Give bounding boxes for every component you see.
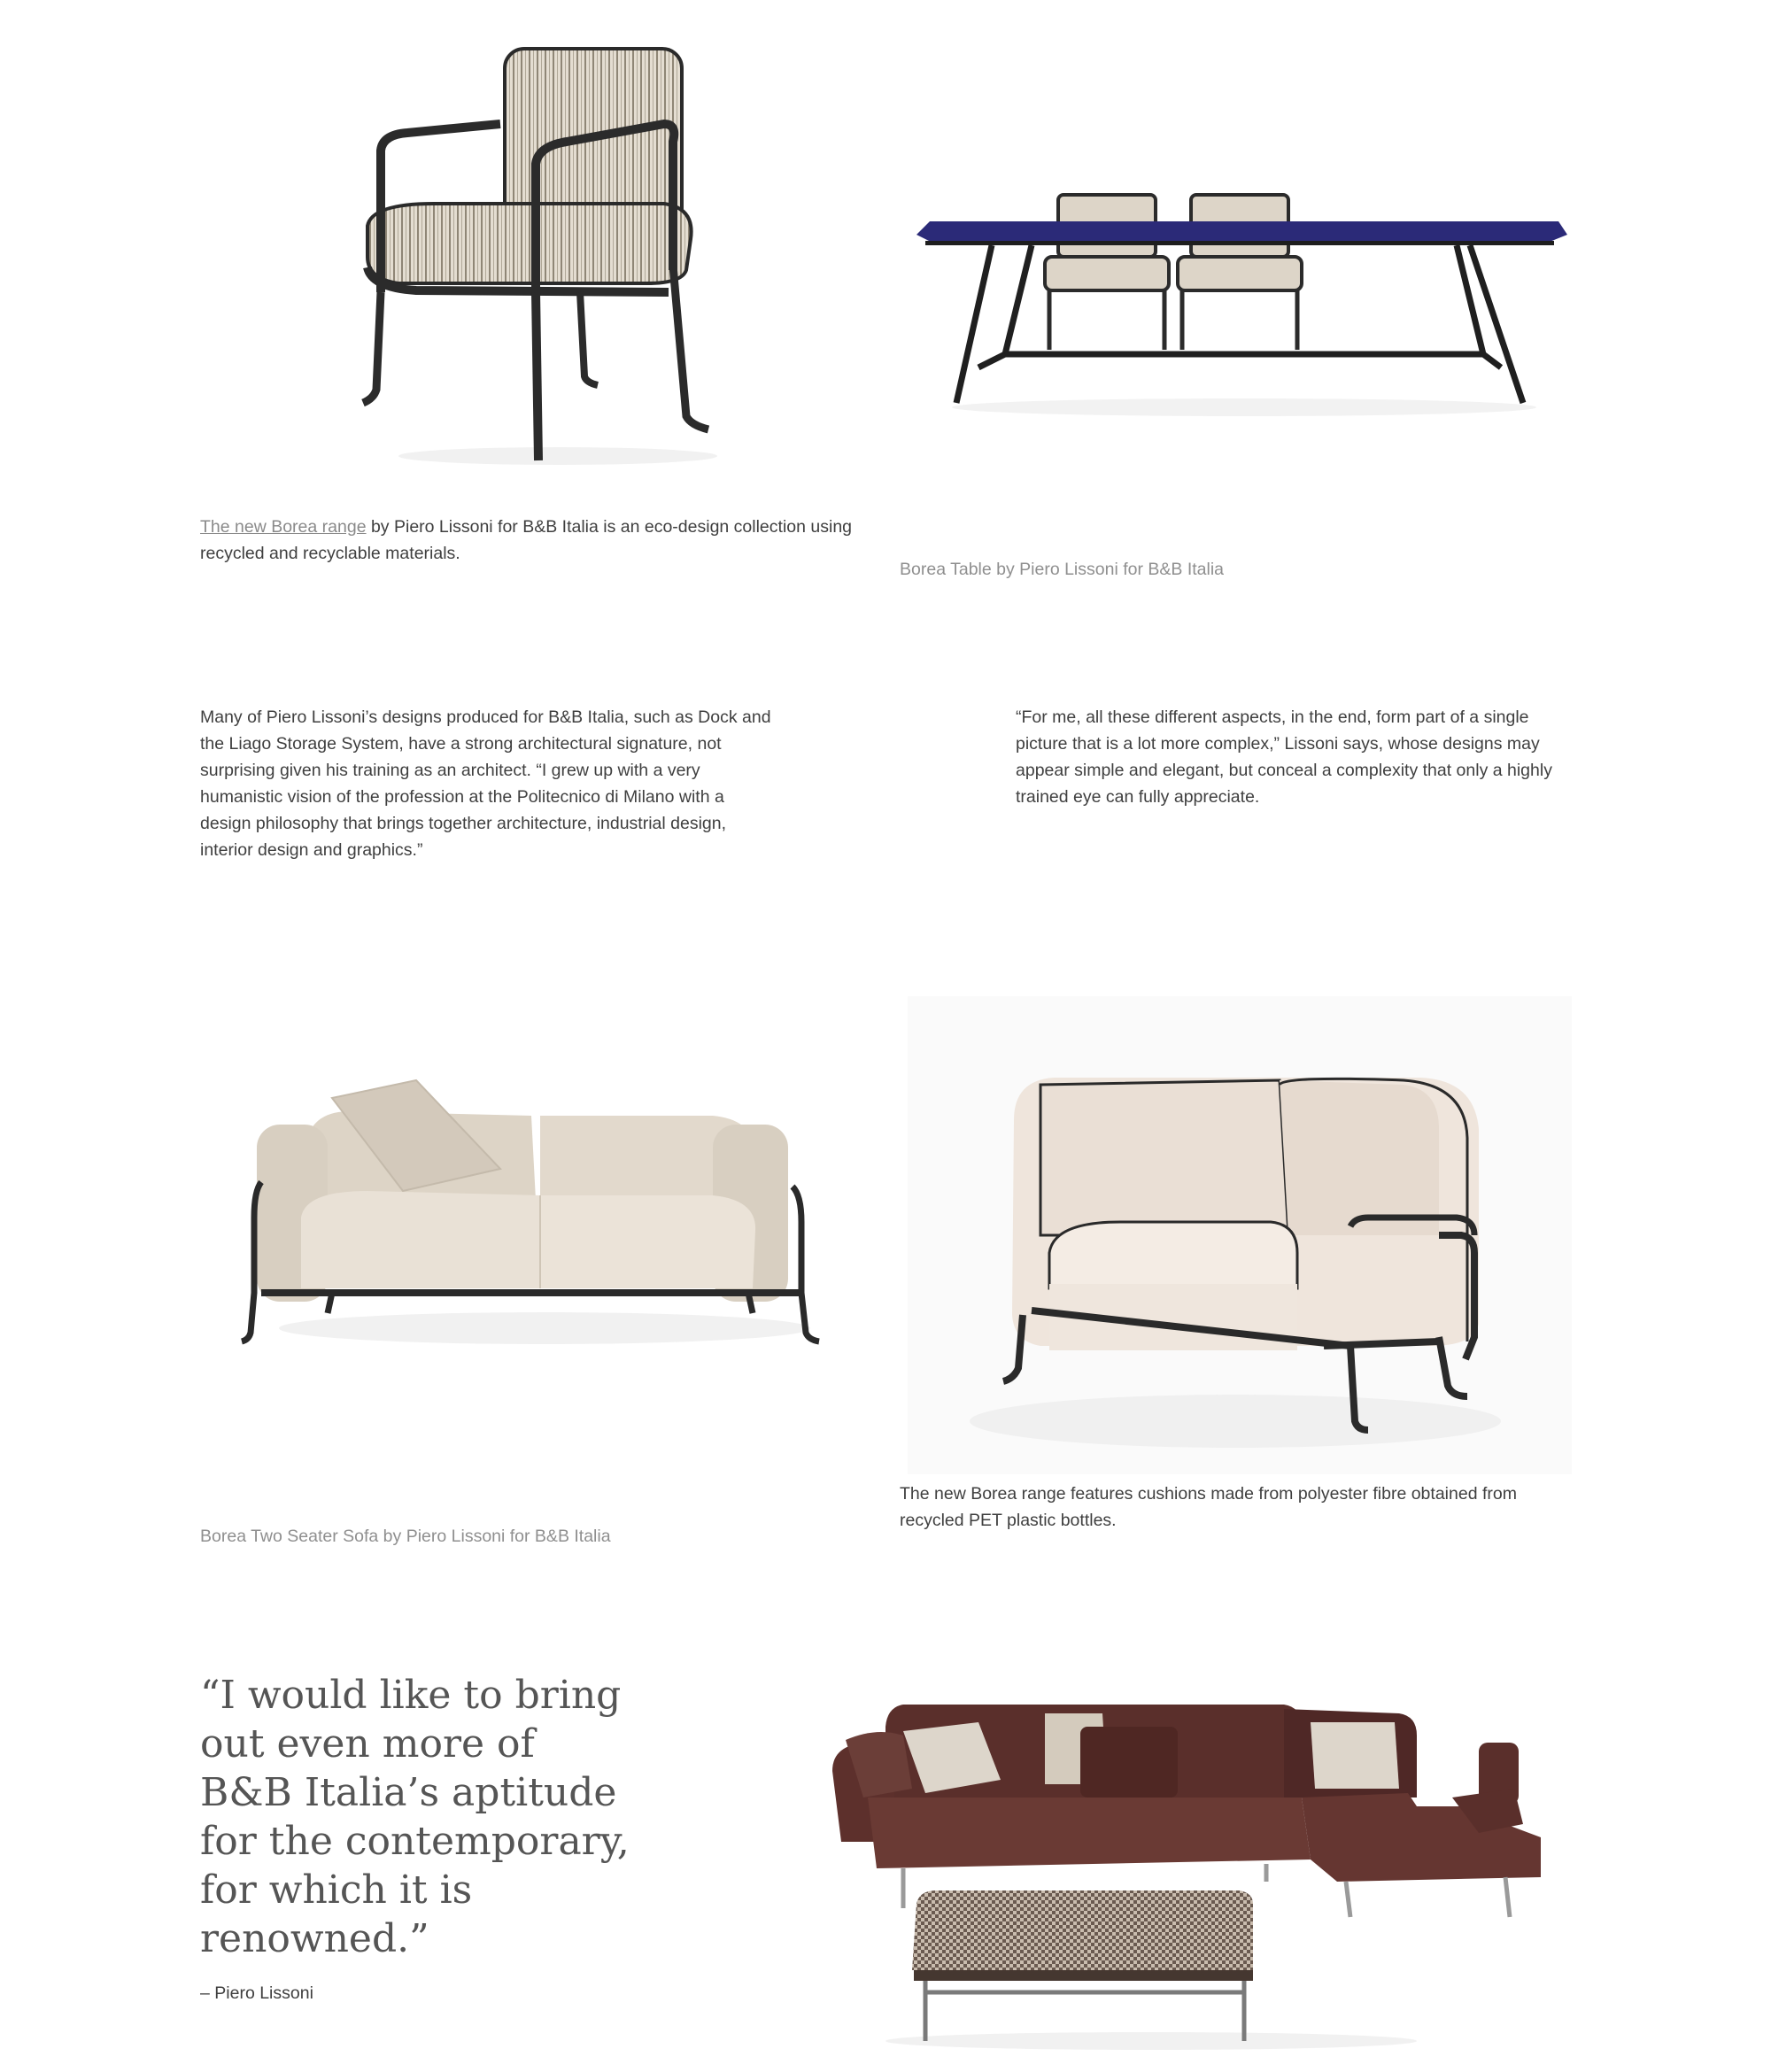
pull-quote: “I would like to bring out even more of B&B Italia’s aptitude for the contemporary, for which it is renowned.”: [200, 1673, 630, 1961]
armchair-caption: The new Borea range features cushions made from polyester fibre obtained from recycled PET plastic bottles.: [900, 1484, 1517, 1530]
borea-range-link[interactable]: The new Borea range: [200, 517, 367, 537]
borea-table-image: [908, 186, 1567, 421]
borea-table-caption: Borea Table by Piero Lissoni for B&B Italia: [900, 560, 1225, 579]
borea-armchair-image: [345, 35, 744, 469]
leather-sectional-sofa-image: [779, 1691, 1558, 2054]
quote-attribution: – Piero Lissoni: [200, 1983, 313, 2003]
borea-range-caption-text: by Piero Lissoni for B&B Italia is an eco-design collection using recycled and recyclable materials.: [200, 517, 853, 563]
sofa-caption: Borea Two Seater Sofa by Piero Lissoni for B&B Italia: [200, 1527, 611, 1546]
borea-range-caption: [200, 514, 873, 567]
borea-armchair-cream-image: [908, 996, 1572, 1474]
paragraph-left: Many of Piero Lissoni’s designs produced for B&B Italia, such as Dock and the Liago Storage System, have a strong architectural signature, not surprising given his training as an architect. “I grew up with a very humanistic vision of the profession at the Politecnico di Milano with a design philosophy that brings together architecture, industrial design, interior design and graphics.”: [200, 707, 771, 860]
borea-two-seater-sofa-image: [235, 1076, 846, 1364]
paragraph-right: “For me, all these different aspects, in the end, form part of a single picture that is a lot more complex,” Lissoni says, whose designs may appear simple and elegant, but conceal a complexity that only a highly trained eye can fully appreciate.: [1016, 707, 1552, 807]
